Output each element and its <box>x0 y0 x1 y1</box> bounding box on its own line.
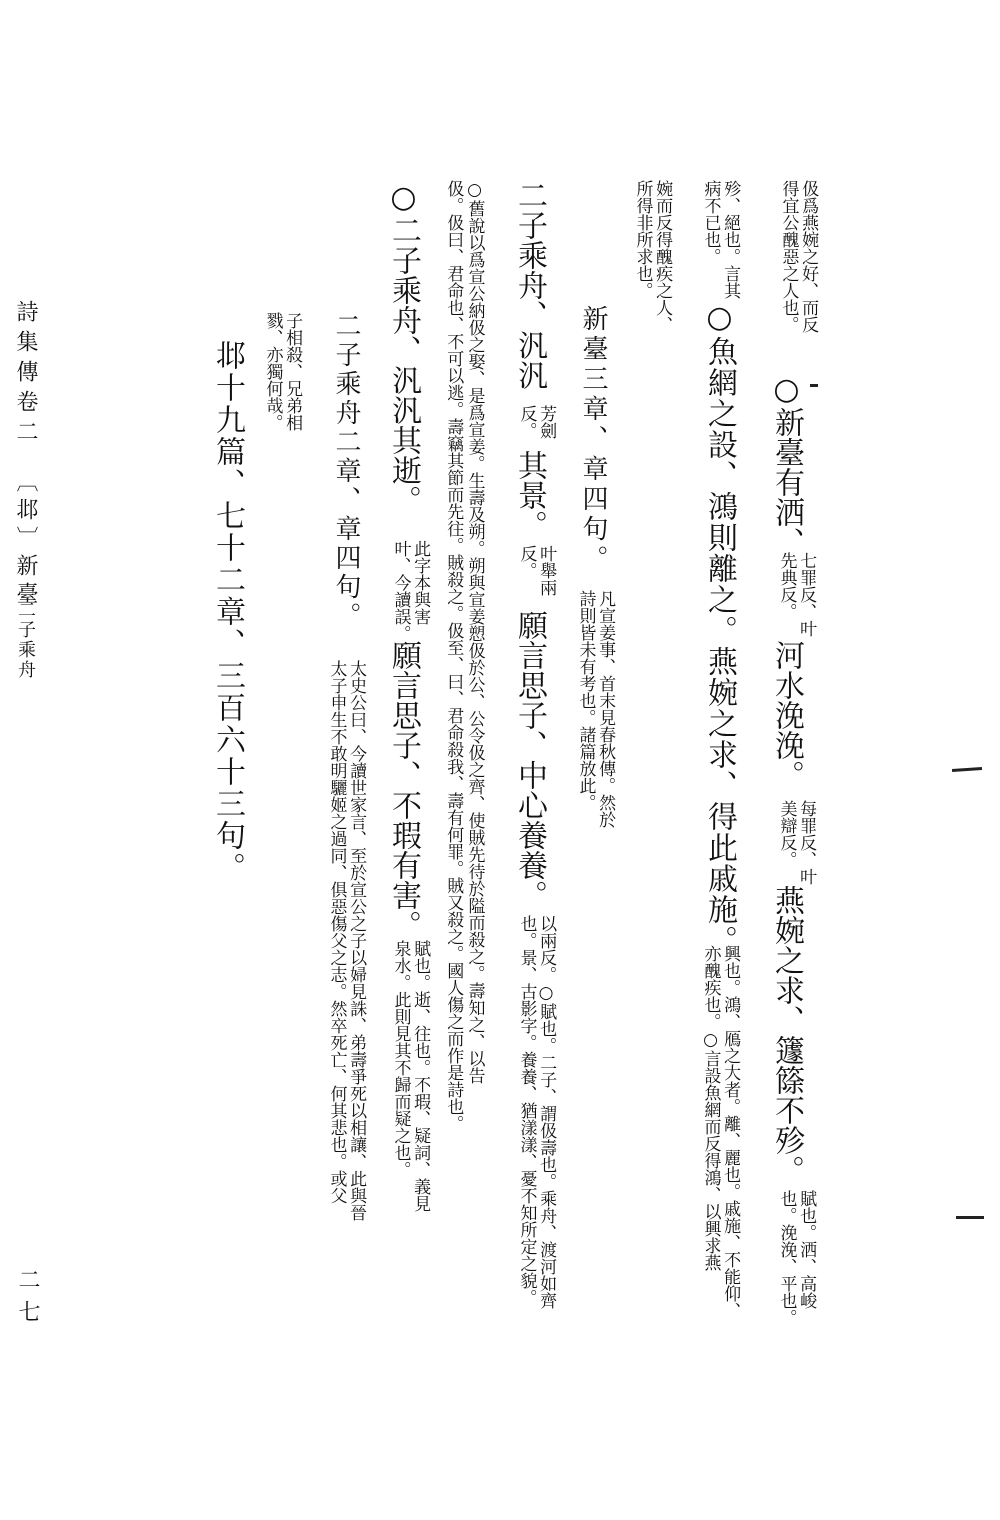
scan-mark <box>956 1216 984 1219</box>
col1-verse-b: 河水浼浼。 <box>769 640 804 790</box>
col9-heading: 二子乘舟二章、章四句。 <box>331 312 361 631</box>
col5-verse-c: 願言思子、中心養養。 <box>512 610 547 910</box>
col5-verse-b: 其景。 <box>512 450 547 540</box>
col3-note: 婉而反得醜疾之人、 所得非所求也。 <box>632 180 673 333</box>
running-header-title: 詩集傳卷二 <box>13 300 38 450</box>
col4-heading: 新臺三章、章四句。 <box>578 305 608 575</box>
col10-heading: 邶十九篇、七十二章、三百六十三句。 <box>210 340 245 884</box>
scan-mark <box>952 767 982 772</box>
col7-gloss: 此字本與害 叶、今讀誤。 <box>390 540 431 642</box>
col1-verse-c: 燕婉之求、籧篨不殄。 <box>769 885 804 1185</box>
col2-verse: ○魚網之設、鴻則離之。燕婉之求、得此戚施。 <box>702 300 737 956</box>
col1-gloss-a: 七罪反、叶 先典反。 <box>776 552 817 637</box>
col1-gloss-b: 每罪反、叶 美辯反。 <box>776 800 817 885</box>
col6-note: ○舊說以爲宣公納伋之娶、是爲宣姜。生壽及朔。朔與宣姜愬伋於公、公令伋之齊、使賊先待於隘而殺之。壽知之、以告 伋。伋曰、君命也、不可以逃。壽竊其節而先往。賊殺之。伋至、曰、君命殺我、壽有何罪。賊又殺之。國人傷之而作是詩也。 <box>443 180 485 1132</box>
page-number: 二七 <box>15 1268 40 1332</box>
col1-note: 伋爲燕婉之好、而反 得宜公醜惡之人也。 <box>778 180 819 333</box>
col2-note: 殄、絕也。言其 病不已也。 <box>700 180 741 299</box>
col8-note: 子相殺、兄弟相 戮、亦獨何哉。 <box>262 312 303 431</box>
col1-verse-a: ○新臺有洒、 <box>769 372 804 557</box>
col9-note: 太史公曰、今讀世家言、至於宣公之子以婦見誅、弟壽爭死以相讓、此與晉 太子申生不敢明驪姬之過同、俱惡傷父之志。然卒死亡、何其悲也。或父 <box>326 660 367 1221</box>
col5-verse-a: 二子乘舟、汎汎 <box>512 180 547 390</box>
running-header-poem: 二子乘舟 <box>15 600 36 680</box>
running-header-section: 〔邶〕新臺 <box>13 470 38 610</box>
col4-note: 凡宣姜事、首末見春秋傳。然於 詩則皆未有考也。諸篇放此。 <box>575 590 616 828</box>
col7-note-tail: 賦也。逝、往也。不瑕、疑詞、義見 泉水。此則見其不歸而疑之也。 <box>390 940 431 1212</box>
col5-note-tail: 以兩反。○賦也。二子、謂伋壽也。乘舟、渡河如齊 也。景、古影字。養養、猶漾漾、憂不知所定之貌。 <box>516 915 557 1309</box>
col1-note-tail: 賦也。洒、高峻 也。浼浼、平也。 <box>776 1190 817 1326</box>
scan-mark <box>810 384 818 387</box>
col5-gloss-b: 叶舉兩 反。 <box>516 545 557 596</box>
col7-verse-a: ○二子乘舟、汎汎其逝。 <box>386 180 421 515</box>
col7-verse-b: 願言思子、不瑕有害。 <box>386 640 421 940</box>
col5-gloss-a: 芳劍 反。 <box>516 405 557 439</box>
col2-note-tail: 興也。鴻、鴈之大者。離、麗也。戚施、不能仰、 亦醜疾也。○言設魚網而反得鴻、以興求燕 <box>700 945 741 1319</box>
